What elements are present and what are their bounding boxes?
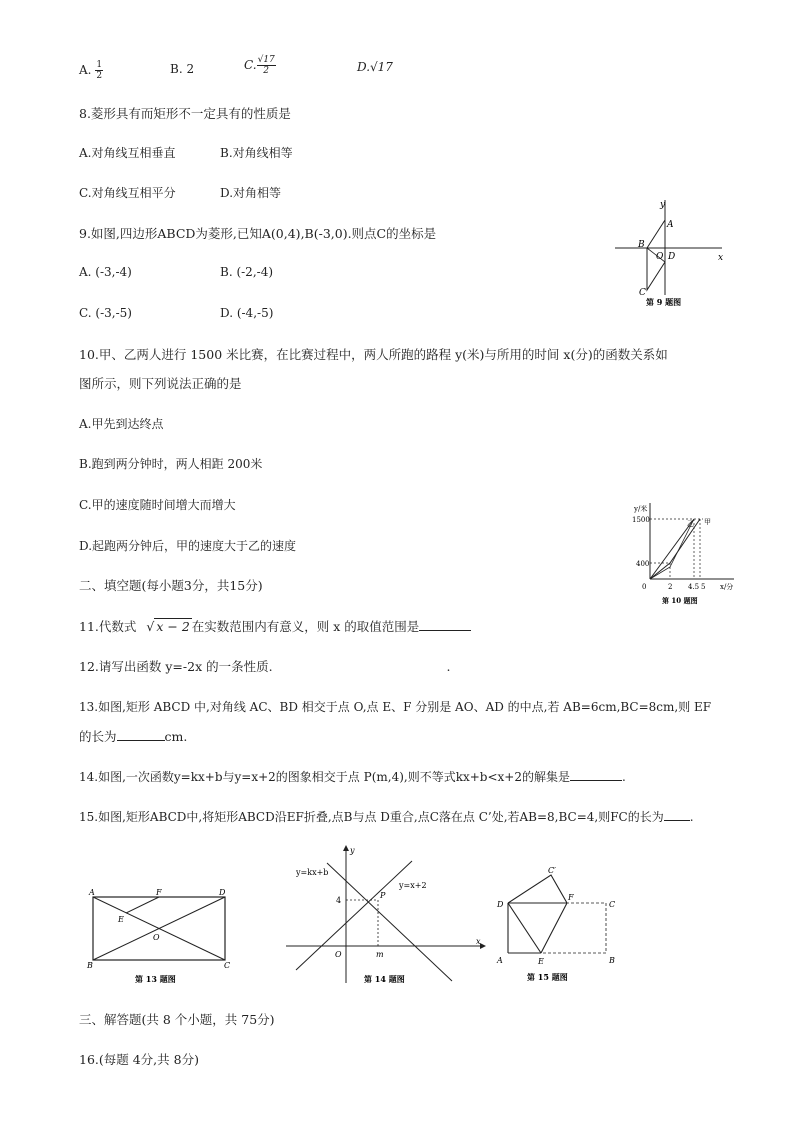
q15 [79,808,694,825]
fig9-caption: 第 9 题图 [646,297,682,307]
fig13-label-e: E [118,915,124,924]
fig14-label-4: 4 [336,896,342,905]
fig14-x-label: x [476,937,481,946]
q7-d-label: D. [357,60,371,74]
q9-option-b: B. (-2,-4) [220,265,274,279]
q10-option-b: B.跑到两分钟时，两人相距 200米 [79,457,263,471]
fig13-label-f: F [156,888,162,897]
q14 [79,768,626,785]
fig10-tick-4-5: 4.5 [688,583,700,591]
fig9-label-b: B [638,240,645,250]
q13-line2 [79,727,187,745]
fig10-line-yi [650,519,694,579]
q7-a-num: 1 [96,60,103,70]
q8-option-d: D.对角相等 [220,186,282,200]
q7-option-c [244,55,276,76]
q7-a-fraction [95,60,103,81]
q11-radical: √ x − 2 [146,619,190,634]
fig9-label-c: C [639,288,646,298]
fig15-label-e: E [538,957,544,966]
fig9-label-d: D [668,252,676,262]
q8-option-a: A.对角线互相垂直 [79,146,176,160]
fig10-line-jia [650,519,700,579]
q11-radicand: x − 2 [156,619,190,634]
q11-pre: 11.代数式 [79,619,137,634]
q10-stem-line1: 10.甲、乙两人进行 1500 米比赛，在比赛过程中，两人所跑的路程 y(米)与所用的时间 x(分)的函数关系如 [79,347,668,362]
fig13-label-b: B [87,961,93,970]
fig9-y-label: y [660,200,666,210]
q9-option-d: D. (-4,-5) [220,306,274,320]
q13-post: cm. [164,729,188,744]
q7-a-den: 2 [96,71,103,81]
figure-9 [610,195,730,310]
q7-d-value: √17 [370,60,393,74]
figure-10 [628,497,748,612]
fig13-label-a: A [89,888,95,897]
q7-c-num: √17 [257,55,275,65]
q14-answer-blank[interactable] [570,768,622,781]
fig13-label-c: C [224,961,231,970]
fig10-tick-0: 0 [642,583,647,591]
q10-option-d: D.起跑两分钟后，甲的速度大于乙的速度 [79,539,297,553]
q16: 16.(每题 4分,共 8分) [79,1052,199,1067]
q7-a-label: A. [79,63,92,77]
fig14-label-kx-plus-b: y=kx+b [296,868,329,877]
q13-pre: 的长为 [79,729,117,744]
fig15-label-b: B [609,956,615,965]
q9-option-c: C. (-3,-5) [79,306,132,320]
q12 [79,657,451,675]
q8-stem: 8.菱形具有而矩形不一定具有的性质是 [79,106,291,121]
q11-answer-blank[interactable] [419,618,471,631]
q12-text: 12.请写出函数 y=-2x 的一条性质. [79,659,273,674]
fig15-folded-part [508,875,567,903]
figure-15 [493,863,628,988]
fig10-x-label: x/分 [720,583,734,591]
q15-text: 15.如图,矩形ABCD中,将矩形ABCD沿EF折叠,点B与点 D重合,点C落在点 C’处,若AB=8,BC=4,则FC的长为 [79,810,664,824]
q10-option-c: C.甲的速度随时间增大而增大 [79,498,236,512]
section-2-heading: 二、填空题(每小题3分，共15分) [79,578,263,593]
q10-option-a: A.甲先到达终点 [79,417,164,431]
figure-14 [282,843,487,988]
fig10-tick-400: 400 [636,560,650,568]
q13-line1: 13.如图,矩形 ABCD 中,对角线 AC、BD 相交于点 O,点 E、F 分别是 AO、AD 的中点,若 AB=6cm,BC=8cm,则 EF [79,700,712,714]
fig10-label-yi: 乙 [687,520,694,528]
fig15-label-a: A [497,956,503,965]
q11-post: 在实数范围内有意义，则 x 的取值范围是 [191,619,420,634]
fig10-y-label: y/米 [634,505,648,513]
fig14-caption: 第 14 题图 [364,974,405,984]
figure-13 [85,885,245,985]
fig15-label-d: D [497,900,504,909]
q9-option-a: A. (-3,-4) [79,265,132,279]
fig13-label-d: D [219,888,226,897]
q8-option-b: B.对角线相等 [220,146,293,160]
fig14-line-x-plus-2 [296,861,412,970]
q11 [79,617,471,635]
fig10-label-jia: 甲 [704,518,711,526]
q7-option-a [79,60,103,81]
fig15-caption: 第 15 题图 [527,972,568,982]
fig9-x-label: x [718,253,724,263]
q15-answer-blank[interactable] [664,808,690,821]
q14-text: 14.如图,一次函数y=kx+b与y=x+2的图象相交于点 P(m,4),则不等式kx+b<x+2的解集是 [79,770,570,784]
q7-option-d [357,60,393,74]
fig13-label-o: O [153,933,160,942]
q7-c-label: C. [244,58,257,72]
q8-option-c: C.对角线互相平分 [79,186,176,200]
q15-post: . [689,810,694,824]
fig14-label-x-plus-2: y=x+2 [399,881,427,890]
fig14-label-o: O [335,950,342,959]
fig14-label-m: m [376,950,384,959]
fig15-label-f: F [568,893,574,902]
fig9-label-a: A [667,220,674,230]
q9-stem: 9.如图,四边形ABCD为菱形,已知A(0,4),B(-3,0).则点C的坐标是 [79,226,437,241]
q12-dot: . [446,659,451,674]
section-3-heading: 三、解答题(共 8 个小题，共 75分) [79,1012,275,1027]
fig15-label-c-prime: C′ [548,866,556,875]
fig15-label-c: C [609,900,616,909]
fig9-label-o: O [656,252,664,262]
q14-post: . [621,770,626,784]
fig13-caption: 第 13 题图 [135,974,176,984]
fig10-tick-1500: 1500 [632,516,650,524]
fig14-label-p: P [380,891,386,900]
fig10-tick-2: 2 [668,583,673,591]
q13-answer-blank[interactable] [117,728,165,741]
q10-stem-line2: 图所示，则下列说法正确的是 [79,376,242,391]
fig10-caption: 第 10 题图 [662,596,698,605]
q7-c-fraction [257,55,276,76]
fig10-tick-5: 5 [701,583,706,591]
q7-option-b: B. 2 [170,62,195,76]
fig14-y-label: y [350,846,355,855]
q7-c-den: 2 [263,66,270,76]
